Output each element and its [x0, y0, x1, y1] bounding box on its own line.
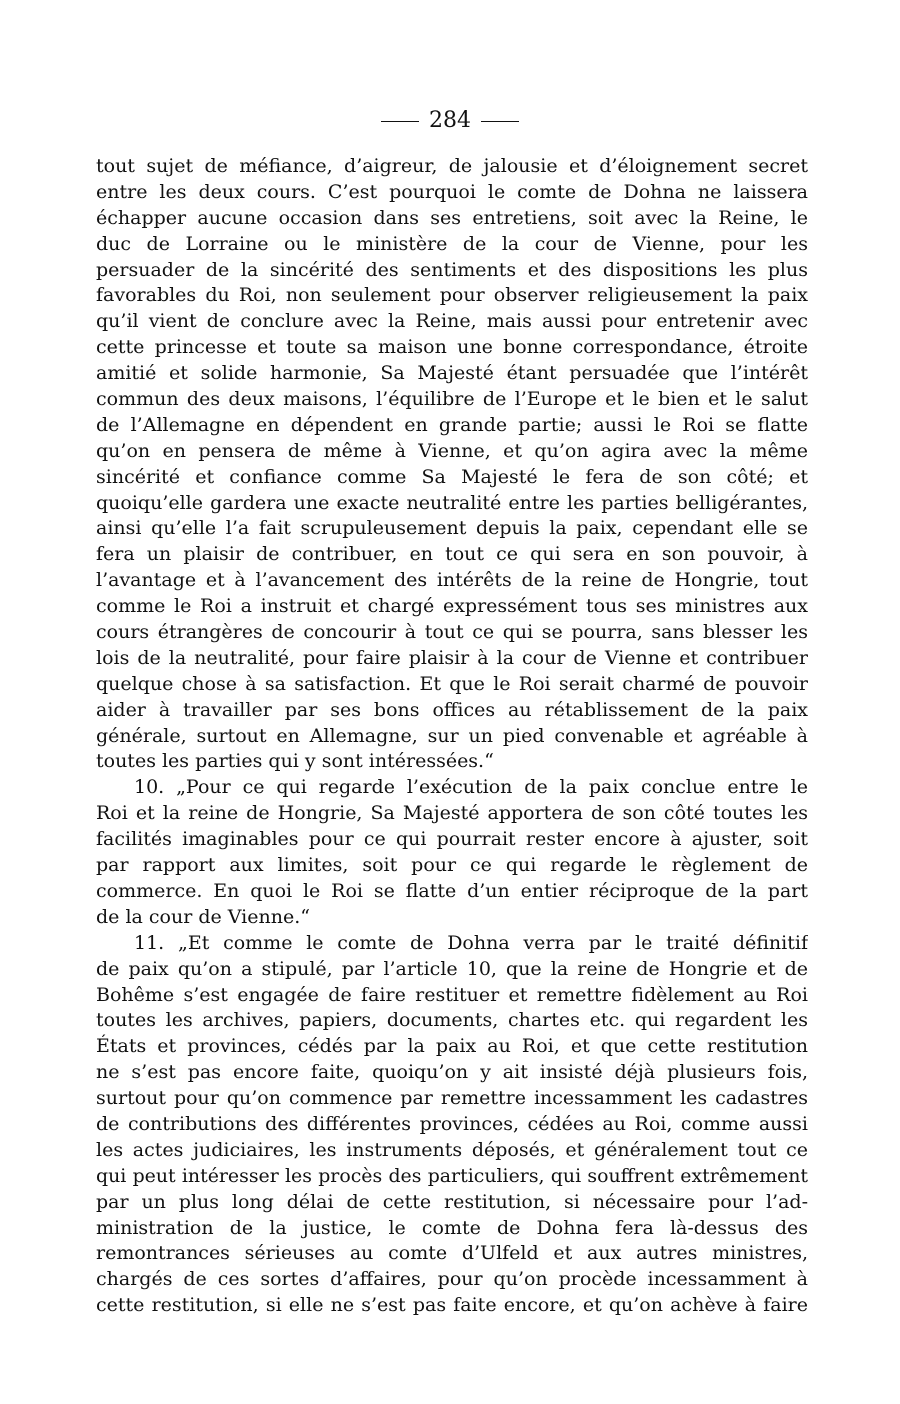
text-line: quoiqu’elle gardera une exacte neutralité entre les parties belligérantes, — [96, 491, 808, 514]
text-line: cette restitution, si elle ne s’est pas faite encore, et qu’on achève à faire — [96, 1294, 808, 1317]
text-line: facilités imaginables pour ce qui pourrait rester encore à ajuster, soit — [96, 828, 808, 851]
text-line: remontrances sérieuses au comte d’Ulfeld et aux autres ministres, — [96, 1242, 808, 1265]
text-line: persuader de la sincérité des sentiments et des dispositions les plus — [96, 258, 808, 281]
text-line: de paix qu’on a stipulé, par l’article 10, que la reine de Hongrie et de — [96, 957, 808, 980]
text-line: chargés de ces sortes d’affaires, pour qu’on procède incessamment à — [96, 1268, 808, 1291]
text-line: duc de Lorraine ou le ministère de la cour de Vienne, pour les — [96, 232, 808, 255]
text-line: échapper aucune occasion dans ses entretiens, soit avec la Reine, le — [96, 206, 808, 229]
text-line: tout sujet de méfiance, d’aigreur, de jalousie et d’éloignement secret — [96, 155, 808, 177]
text-line: de l’Allemagne en dépendent en grande partie; aussi le Roi se flatte — [96, 413, 808, 436]
text-line: commun des deux maisons, l’équilibre de l’Europe et le bien et le salut — [96, 388, 808, 411]
text-line: aider à travailler par ses bons offices au rétablissement de la paix — [96, 698, 808, 721]
text-line: par un plus long délai de cette restitution, si nécessaire pour l’ad- — [96, 1190, 808, 1213]
text-line: États et provinces, cédés par la paix au Roi, et que cette restitution — [96, 1035, 808, 1058]
text-line: qu’on en pensera de même à Vienne, et qu’on agira avec la même — [96, 439, 808, 462]
text-line: favorables du Roi, non seulement pour observer religieusement la paix — [96, 284, 808, 307]
text-line: générale, surtout en Allemagne, sur un pied convenable et agréable à — [96, 724, 808, 747]
text-line: Roi et la reine de Hongrie, Sa Majesté apportera de son côté toutes les — [96, 802, 808, 825]
body-text — [96, 154, 808, 1319]
text-line: de contributions des différentes provinces, cédées au Roi, comme aussi — [96, 1112, 808, 1135]
text-line: entre les deux cours. C’est pourquoi le comte de Dohna ne laissera — [96, 180, 808, 203]
page-header — [0, 106, 900, 136]
text-line: ainsi qu’elle l’a fait scrupuleusement depuis la paix, cependant elle se — [96, 517, 808, 540]
text-line: ne s’est pas encore faite, quoiqu’on y ait insisté déjà plusieurs fois, — [96, 1061, 808, 1084]
text-line: commerce. En quoi le Roi se flatte d’un entier réciproque de la part — [96, 879, 808, 902]
text-line: par rapport aux limites, soit pour ce qui regarde le règlement de — [96, 854, 808, 877]
text-line: fera un plaisir de contribuer, en tout ce qui sera en son pouvoir, à — [96, 543, 808, 566]
text-line: qui peut intéresser les procès des particuliers, qui souffrent extrêmement — [96, 1164, 808, 1187]
text-line: quelque chose à sa satisfaction. Et que le Roi serait charmé de pouvoir — [96, 672, 808, 695]
left-dash — [381, 121, 419, 122]
text-line: comme le Roi a instruit et chargé expressément tous ses ministres aux — [96, 595, 808, 618]
text-line: Bohême s’est engagée de faire restituer et remettre fidèlement au Roi — [96, 983, 808, 1006]
text-line: toutes les archives, papiers, documents, chartes etc. qui regardent les — [96, 1009, 808, 1032]
text-line: 11. „Et comme le comte de Dohna verra par le traité définitif — [134, 931, 808, 954]
text-line: de la cour de Vienne.“ — [96, 905, 310, 928]
text-line: lois de la neutralité, pour faire plaisir à la cour de Vienne et contribuer — [96, 646, 808, 669]
page-number: 284 — [429, 108, 471, 133]
right-dash — [481, 121, 519, 122]
text-line: cours étrangères de concourir à tout ce qui se pourra, sans blesser les — [96, 621, 808, 644]
text-line: toutes les parties qui y sont intéressées.“ — [96, 750, 494, 773]
text-line: sincérité et confiance comme Sa Majesté le fera de son côté; et — [96, 465, 808, 488]
text-line: 10. „Pour ce qui regarde l’exécution de la paix conclue entre le — [134, 776, 808, 799]
text-line: les actes judiciaires, les instruments déposés, et généralement tout ce — [96, 1138, 808, 1161]
text-line: l’avantage et à l’avancement des intérêts de la reine de Hongrie, tout — [96, 569, 808, 592]
text-line: ministration de la justice, le comte de Dohna fera là-dessus des — [96, 1216, 808, 1239]
text-line: amitié et solide harmonie, Sa Majesté étant persuadée que l’intérêt — [96, 362, 808, 385]
text-line: cette princesse et toute sa maison une bonne correspondance, étroite — [96, 336, 808, 359]
text-line: qu’il vient de conclure avec la Reine, mais aussi pour entretenir avec — [96, 310, 808, 333]
text-line: surtout pour qu’on commence par remettre incessamment les cadastres — [96, 1087, 808, 1110]
